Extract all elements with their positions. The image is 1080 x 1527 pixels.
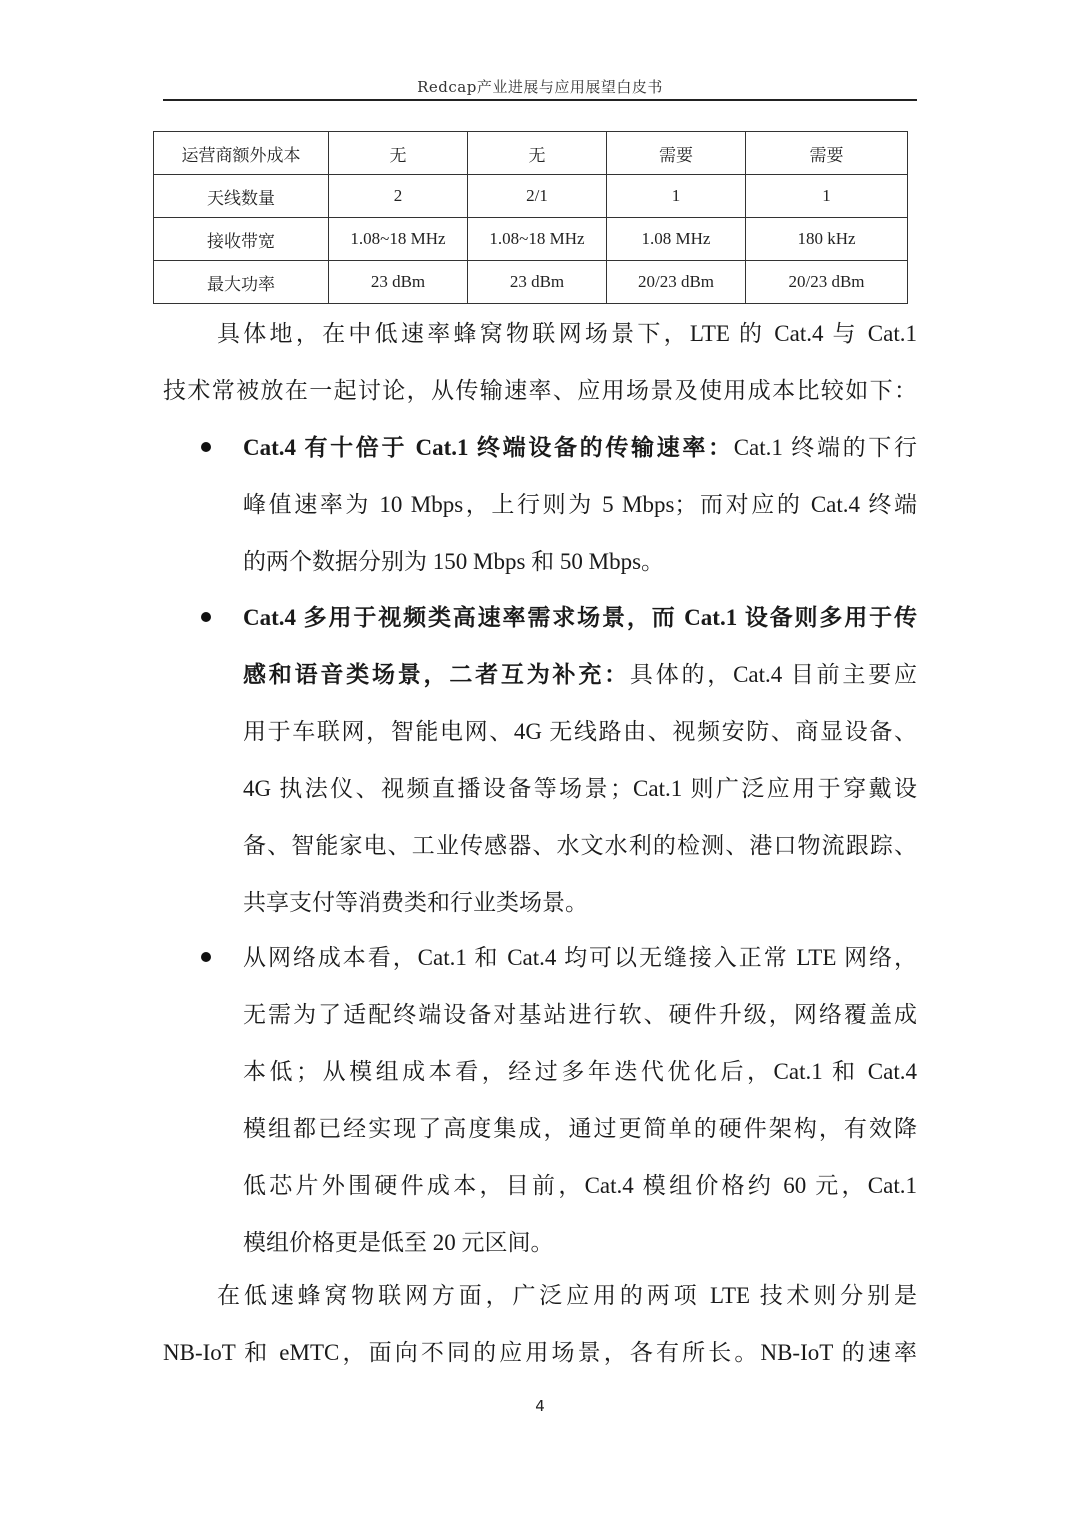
table-cell: 最大功率 — [154, 261, 329, 304]
table-cell: 无 — [329, 132, 468, 175]
paragraph-line — [243, 646, 917, 703]
bullet-icon — [201, 952, 211, 962]
table-cell: 1.08~18 MHz — [468, 218, 607, 261]
table-cell: 23 dBm — [468, 261, 607, 304]
paragraph-line: 用于车联网，智能电网、4G 无线路由、视频安防、商显设备、 — [243, 719, 917, 744]
paragraph-line: 模组都已经实现了高度集成，通过更简单的硬件架构，有效降 — [243, 1116, 917, 1141]
bullet-lead: Cat.4 多用于视频类高速率需求场景，而 Cat.1 设备则多用于传 — [243, 605, 917, 630]
paragraph-line: 从网络成本看，Cat.1 和 Cat.4 均可以无缝接入正常 LTE 网络， — [243, 945, 917, 970]
intro-paragraph — [163, 305, 917, 419]
paragraph-line: 4G 执法仪、视频直播设备等场景；Cat.1 则广泛应用于穿戴设 — [243, 776, 917, 801]
header-rule — [163, 99, 917, 101]
table-row — [154, 175, 908, 218]
paragraph-line: 具体地，在中低速率蜂窝物联网场景下，LTE 的 Cat.4 与 Cat.1 — [217, 321, 917, 346]
table-cell: 1 — [607, 175, 746, 218]
table-cell: 无 — [468, 132, 607, 175]
bullet-lead: Cat.4 有十倍于 Cat.1 终端设备的传输速率： — [243, 435, 734, 460]
paragraph-line — [243, 589, 917, 646]
paragraph-line: NB-IoT 和 eMTC，面向不同的应用场景，各有所长。NB-IoT 的速率 — [163, 1340, 917, 1365]
running-header: Redcap产业进展与应用展望白皮书 — [417, 78, 663, 96]
table-row — [154, 261, 908, 304]
table-cell: 接收带宽 — [154, 218, 329, 261]
table-cell: 23 dBm — [329, 261, 468, 304]
table-cell: 1.08~18 MHz — [329, 218, 468, 261]
bullet-text: 具体的，Cat.4 目前主要应 — [629, 662, 917, 687]
bullet-item — [243, 419, 917, 590]
paragraph-line: 技术常被放在一起讨论，从传输速率、应用场景及使用成本比较如下： — [163, 378, 917, 403]
paragraph-line: 无需为了适配终端设备对基站进行软、硬件升级，网络覆盖成 — [243, 1002, 917, 1027]
paragraph-line: 低芯片外围硬件成本，目前，Cat.4 模组价格约 60 元，Cat.1 — [243, 1173, 917, 1198]
table-cell: 需要 — [607, 132, 746, 175]
table-cell: 20/23 dBm — [746, 261, 908, 304]
paragraph-line — [243, 419, 917, 476]
table-row — [154, 132, 908, 175]
spec-table — [153, 131, 908, 304]
table-cell: 运营商额外成本 — [154, 132, 329, 175]
paragraph-line: 本低；从模组成本看，经过多年迭代优化后，Cat.1 和 Cat.4 — [243, 1059, 917, 1084]
bullet-item — [243, 929, 917, 1271]
table-cell: 天线数量 — [154, 175, 329, 218]
table-cell: 需要 — [746, 132, 908, 175]
table-cell: 1 — [746, 175, 908, 218]
bullet-icon — [201, 442, 211, 452]
table-row — [154, 218, 908, 261]
bullet-lead: 感和语音类场景，二者互为补充： — [243, 662, 630, 687]
paragraph-line: 的两个数据分别为 150 Mbps 和 50 Mbps。 — [243, 549, 665, 574]
paragraph-line: 备、智能家电、工业传感器、水文水利的检测、港口物流跟踪、 — [243, 833, 917, 858]
paragraph-line: 在低速蜂窝物联网方面，广泛应用的两项 LTE 技术则分别是 — [217, 1283, 917, 1308]
bullet-item — [243, 589, 917, 931]
closing-paragraph — [163, 1267, 917, 1381]
table-cell: 180 kHz — [746, 218, 908, 261]
page-number: 4 — [535, 1397, 545, 1415]
bullet-icon — [201, 612, 211, 622]
table-cell: 2/1 — [468, 175, 607, 218]
paragraph-line: 模组价格更是低至 20 元区间。 — [243, 1230, 554, 1255]
table-cell: 1.08 MHz — [607, 218, 746, 261]
paragraph-line: 峰值速率为 10 Mbps，上行则为 5 Mbps；而对应的 Cat.4 终端 — [243, 492, 917, 517]
table-cell: 2 — [329, 175, 468, 218]
table-cell: 20/23 dBm — [607, 261, 746, 304]
bullet-text: Cat.1 终端的下行 — [733, 435, 917, 460]
paragraph-line: 共享支付等消费类和行业类场景。 — [243, 890, 588, 915]
